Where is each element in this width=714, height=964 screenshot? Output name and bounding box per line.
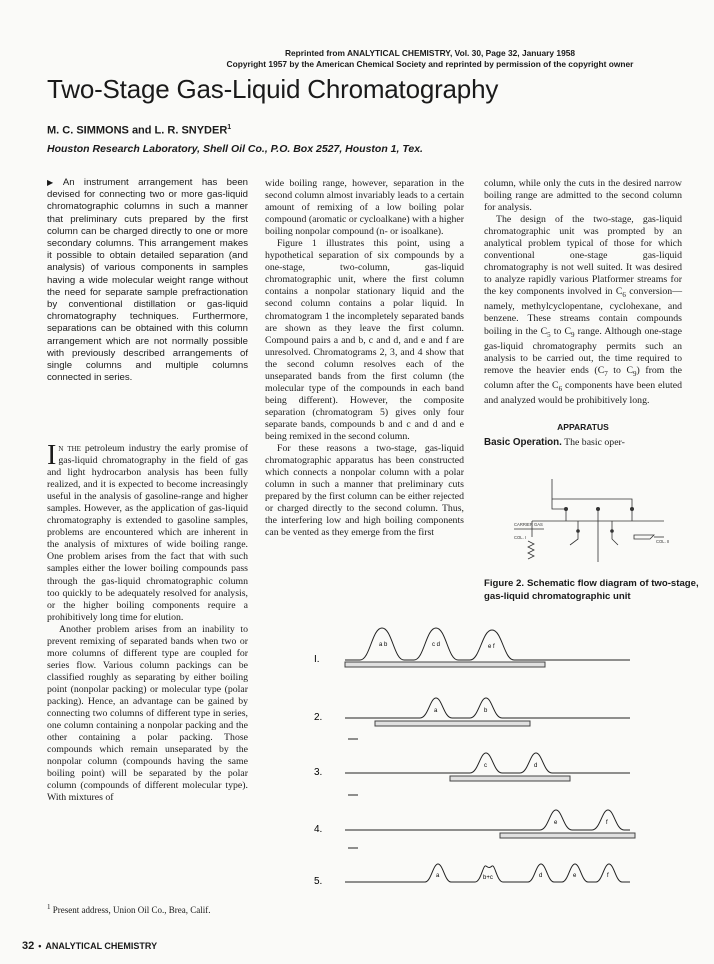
body-paragraph <box>484 214 682 407</box>
text-run: to C <box>607 364 634 376</box>
footnote-text: Present address, Union Oil Co., Brea, Calif. <box>50 905 211 915</box>
footnote-mark: 1 <box>47 903 51 911</box>
subscript: 9 <box>633 369 637 378</box>
peak-label: f <box>606 820 608 826</box>
body-paragraph: Another problem arises from an inability to prevent remixing of separated bands when two or more columns of different type are coupled for series flow. Various column packings can be classified roughly as separating by either boiling point (nonpolar packing) or molecular type (polar packing). Hence, an advantage can be gained by connecting two columns of different type in series, one column containing a nonpolar packing and the other containing a polar packing. Those compounds which remain unseparated by the nonpolar column (compounds having the same boiling point) will be separated by the polar column (compounds of different molecular type). With mixtures of <box>47 623 248 804</box>
column-1-label: COL. I <box>514 535 527 540</box>
body-column-2 <box>265 178 464 539</box>
text-run: The design of the two-stage, gas-liquid chromatographic unit was prompted by an analytical problem typical of those for which conventional one-stage gas-liquid chromatography is not well suited. It was desired to analyze rapidly various Platformer streams for the key components involved in C <box>484 214 682 298</box>
run-in-heading: Basic Operation. <box>484 436 562 448</box>
chromatogram-row-label: 4. <box>314 824 323 835</box>
carrier-gas-label: CARRIER GAS <box>514 522 543 527</box>
body-paragraph <box>484 437 682 449</box>
text-run: to C <box>550 325 572 337</box>
body-paragraph: wide boiling range, however, separation in the second column almost invariably leads to a certain amount of remixing of a low boiling polar compound (aromatic or cycloalkane) with a higher boiling nonpolar compound (n- or isoalkane). <box>265 178 464 238</box>
chromatogram-figure <box>300 620 650 900</box>
figure-caption-text: Schematic flow diagram of two-stage, gas-liquid chromatographic unit <box>484 578 699 602</box>
subscript: 7 <box>604 369 608 378</box>
peak-label: d <box>539 873 543 879</box>
paragraph-text: The basic oper- <box>561 436 625 448</box>
chromatogram-row-label: I. <box>314 654 320 665</box>
bullet-icon: • <box>38 941 42 951</box>
peak-label: d <box>534 763 538 769</box>
section-heading: APPARATUS <box>557 421 609 432</box>
author-line <box>47 124 231 137</box>
page-number: 32 <box>22 940 35 952</box>
peak-label: a <box>436 873 440 879</box>
subscript: 5 <box>547 330 551 339</box>
body-paragraph: For these reasons a two-stage, gas-liquid chromatographic apparatus has been constructed which connects a nonpolar column with a polar column in such a manner that preliminary cuts prepared by the first column can be either rejected or charged directly to the second column. Thus, the interfering low and high boiling components can be vented as they emerge from the first <box>265 443 464 539</box>
body-column-1 <box>47 440 248 804</box>
reprint-notice <box>150 48 710 69</box>
lead-in-text: n the <box>58 444 81 454</box>
body-paragraph <box>47 440 248 624</box>
peak-label: b <box>484 708 488 714</box>
page-footer <box>22 940 157 952</box>
figure-caption <box>484 578 699 603</box>
column-2-label: COL. II <box>656 539 670 544</box>
text-run: conversion—namely, methylcyclopentane, cyclohexane, and benzene. These streams contain compounds boiling in the C <box>484 286 682 337</box>
article-title: Two-Stage Gas-Liquid Chromatography <box>47 74 499 104</box>
peak-label: a <box>434 708 438 714</box>
abstract-text: An instrument arrangement has been devised for connecting two or more gas-liquid chromatographic columns in such a manner that preliminary cuts prepared by the first column can be charged directly to one or more secondary columns. This arrangement makes it possible to obtain detailed separation (and analysis) of various components in samples having a wide molecular weight range without the need for separate sample prefractionation by conventional distillation or gas-liquid chromatography techniques. Furthermore, separations can be obtained with this column arrangement which are not normally possible with previously described arrangements of single columns and multiple columns connected in series. <box>47 177 248 384</box>
author-names: M. C. SIMMONS and L. R. SNYDER <box>47 124 228 137</box>
footnote <box>47 902 247 916</box>
affiliation: Houston Research Laboratory, Shell Oil Co., P.O. Box 2527, Houston 1, Tex. <box>47 143 423 155</box>
peak-label: e <box>573 873 577 879</box>
copyright-line: Copyright 1957 by the American Chemical Society and reprinted by permission of the copyright owner <box>226 58 634 69</box>
subscript: 6 <box>558 384 563 393</box>
abstract-marker-icon: ▶ <box>47 178 60 187</box>
peak-label: b+c <box>483 875 493 881</box>
peak-label: c <box>484 763 487 769</box>
author-footnote-mark: 1 <box>227 124 232 131</box>
text-run: components have been eluted and analyzed would be prohibitively long. <box>484 379 682 406</box>
journal-name: ANALYTICAL CHEMISTRY <box>45 941 158 951</box>
paragraph-text: petroleum industry the early promise of gas-liquid chromatography in the field of gas and light hydrocarbon analysis has been fully realized, and it is expected to become increasingly useful in the analysis of gasoline-range and higher samples. However, as the application of gas-liquid chromatography is extended to gasoline samples, problems are encountered which are inherent in the analysis of mixtures of wide boiling range. One problem arises from the fact that with such samples either the lower boiling compounds pass through the gas-liquid chromatographic column too quickly to be adequately resolved for analysis, or the higher boiling components require a prohibitively long time for elution. <box>47 443 248 623</box>
body-paragraph: column, while only the cuts in the desired narrow boiling range are admitted to the second column for analysis. <box>484 178 682 214</box>
subscript: 6 <box>622 291 626 300</box>
reprint-line: Reprinted from ANALYTICAL CHEMISTRY, Vol. 30, Page 32, January 1958 <box>284 48 576 58</box>
text-run: range. Although one-stage gas-liquid chromatography permits such an analysis to be carried out, the time required to remove the heavier ends (C <box>484 325 683 376</box>
drop-cap: I <box>47 440 57 471</box>
peak-label: f <box>607 873 609 879</box>
peak-label: e f <box>488 644 495 650</box>
abstract <box>47 177 248 384</box>
subscript: 9 <box>571 330 575 339</box>
peak-label: a b <box>379 642 388 648</box>
text-run: ) from the column after the C <box>484 364 682 391</box>
chromatogram-row-label: 2. <box>314 712 323 723</box>
peak-label: c d <box>432 642 441 648</box>
flow-diagram-figure <box>514 477 684 572</box>
chromatogram-row-label: 5. <box>314 876 323 887</box>
chromatogram-row-label: 3. <box>314 767 323 778</box>
figure-label: Figure 2. <box>484 578 524 589</box>
peak-label: e <box>554 820 558 826</box>
body-paragraph: Figure 1 illustrates this point, using a hypothetical separation of six compounds by a one-stage, two-column, gas-liquid chromatographic unit, where the first column contains a nonpolar stationary liquid and the second column contains a polar liquid. In chromatogram 1 the incompletely separated bands are shown as they leave the first column. Compound pairs a and b, c and d, and e and f are unresolved. Chromatograms 2, 3, and 4 show that the second column resolves each of the unseparated bands from the first column (the molecular type of the compounds in each band being different). However, the composite separation (chromatogram 5) gives only four separate bands, compounds b and c and d and e being remixed in the second column. <box>265 238 464 442</box>
body-column-3 <box>484 178 682 449</box>
